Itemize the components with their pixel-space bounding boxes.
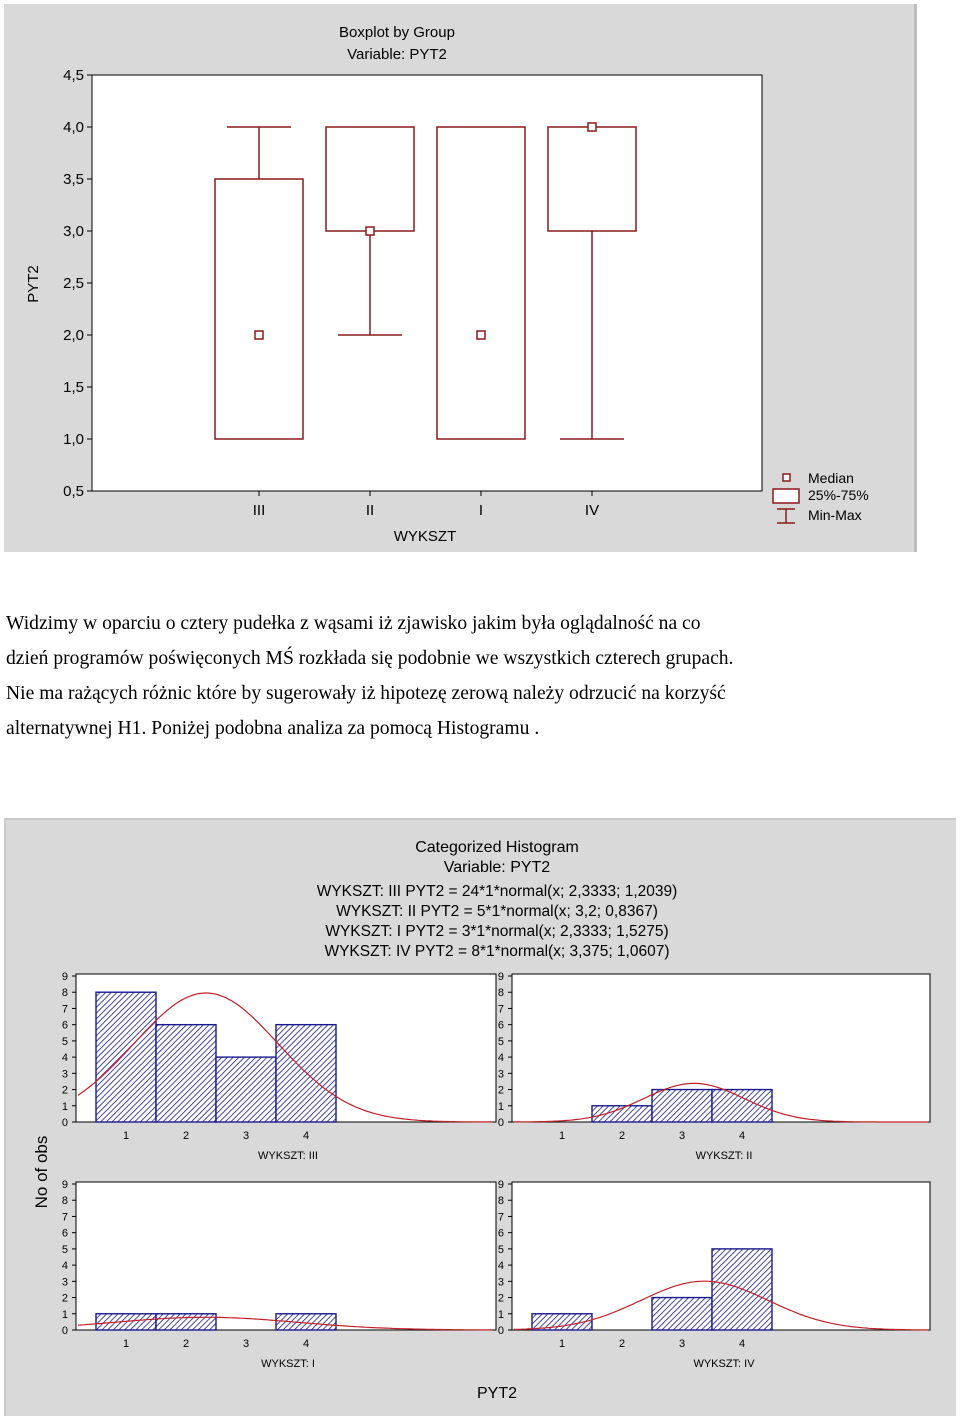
histogram-y-tick-label: 3 xyxy=(61,1276,68,1289)
histogram-x-tick-label: 1 xyxy=(122,1130,130,1142)
histogram-y-tick-label: 9 xyxy=(61,1179,68,1191)
boxplot-box xyxy=(437,127,525,439)
boxplot-x-axis-label: WYKSZT xyxy=(393,528,457,545)
histogram-bar xyxy=(156,1314,216,1330)
histogram-formula-iv: WYKSZT: IV PYT2 = 8*1*normal(x; 3,375; 1,0607) xyxy=(324,943,670,960)
boxplot-x-tick-label: I xyxy=(478,502,484,519)
boxplot-legend xyxy=(773,470,869,523)
histogram-y-tick-label: 1 xyxy=(61,1100,68,1113)
histogram-y-tick-label: 1 xyxy=(497,1308,504,1321)
boxplot-box xyxy=(548,127,636,231)
histogram-y-tick-label: 7 xyxy=(497,1003,504,1016)
histogram-y-tick-label: 8 xyxy=(497,1195,504,1208)
histogram-bar xyxy=(96,992,156,1122)
boxplot-title: Boxplot by Group xyxy=(339,24,455,41)
histogram-formula-i: WYKSZT: I PYT2 = 3*1*normal(x; 2,3333; 1,5275) xyxy=(325,923,669,940)
histogram-y-tick-label: 7 xyxy=(61,1003,68,1016)
histogram-y-tick-label: 3 xyxy=(497,1276,504,1289)
histogram-bar xyxy=(156,1025,216,1122)
histogram-y-tick-label: 4 xyxy=(61,1260,68,1273)
legend-median-marker xyxy=(783,474,790,481)
boxplot-median-marker xyxy=(255,331,263,339)
histogram-y-tick-label: 4 xyxy=(497,1052,504,1065)
histogram-panel-label: WYKSZT: II xyxy=(695,1150,753,1162)
legend-median-label: Median xyxy=(808,470,854,486)
boxplot-y-tick-label: 3,5 xyxy=(63,171,84,188)
histogram-y-tick-label: 2 xyxy=(497,1292,504,1305)
histogram-y-tick-label: 9 xyxy=(61,971,68,983)
paragraph-line-3: Nie ma rażących różnic które by sugerowały iż hipotezę zerową należy odrzucić na korzyść xyxy=(6,683,726,704)
histogram-panel xyxy=(62,971,496,1162)
histogram-x-tick-label: 1 xyxy=(558,1338,566,1350)
histogram-x-tick-label: 2 xyxy=(182,1130,190,1142)
histogram-y-tick-label: 7 xyxy=(497,1211,504,1224)
boxplot-y-ticks xyxy=(63,67,92,500)
histogram-y-tick-label: 5 xyxy=(497,1243,504,1256)
boxplot-x-tick-label: III xyxy=(252,502,266,519)
histogram-bar xyxy=(276,1025,336,1122)
boxplot-chart xyxy=(4,4,914,552)
histogram-panel-plot-area xyxy=(76,1182,496,1330)
histogram-chart xyxy=(6,820,956,1416)
histogram-x-tick-label: 4 xyxy=(302,1338,310,1350)
paragraph-line-2: dzień programów poświęconych MŚ rozkłada się podobnie we wszystkich czterech grupach. xyxy=(6,648,734,669)
histogram-bar xyxy=(652,1090,712,1122)
histogram-y-tick-label: 8 xyxy=(61,987,68,1000)
boxplot-y-tick-label: 2,0 xyxy=(63,327,84,344)
histogram-y-tick-label: 8 xyxy=(61,1195,68,1208)
histogram-panel xyxy=(498,1179,930,1370)
histogram-x-tick-label: 3 xyxy=(242,1338,250,1350)
legend-box-marker xyxy=(773,489,799,503)
histogram-y-tick-label: 7 xyxy=(61,1211,68,1224)
histogram-y-tick-label: 8 xyxy=(497,987,504,1000)
paragraph-line-4: alternatywnej H1. Poniżej podobna analiza za pomocą Histogramu . xyxy=(6,718,540,739)
histogram-y-tick-label: 6 xyxy=(497,1019,504,1032)
histogram-y-tick-label: 4 xyxy=(61,1052,68,1065)
histogram-y-tick-label: 0 xyxy=(61,1325,68,1337)
boxplot-y-tick-label: 1,0 xyxy=(63,431,84,448)
histogram-y-tick-label: 2 xyxy=(61,1292,68,1305)
histogram-panel xyxy=(498,971,930,1162)
boxplot-plot-area xyxy=(92,75,762,491)
histogram-y-tick-label: 6 xyxy=(61,1019,68,1032)
boxplot-y-tick-label: 4,0 xyxy=(63,119,84,136)
histogram-y-tick-label: 3 xyxy=(497,1068,504,1081)
histogram-x-axis-label: PYT2 xyxy=(476,1385,518,1402)
boxplot-y-tick-label: 4,5 xyxy=(63,67,84,84)
histogram-y-tick-label: 4 xyxy=(497,1260,504,1273)
histogram-x-tick-label: 3 xyxy=(678,1338,686,1350)
histogram-panel-label: WYKSZT: III xyxy=(258,1150,318,1162)
histogram-figure xyxy=(4,818,956,1416)
histogram-formula-ii: WYKSZT: II PYT2 = 5*1*normal(x; 3,2; 0,8367) xyxy=(336,903,658,920)
histogram-y-tick-label: 5 xyxy=(61,1243,68,1256)
body-paragraph xyxy=(6,606,954,746)
histogram-panels xyxy=(62,971,930,1370)
boxplot-x-tick-label: II xyxy=(365,502,375,519)
histogram-bar xyxy=(652,1298,712,1330)
histogram-y-tick-label: 0 xyxy=(497,1117,504,1129)
histogram-x-tick-label: 3 xyxy=(242,1130,250,1142)
boxplot-y-tick-label: 3,0 xyxy=(63,223,84,240)
histogram-panel xyxy=(62,1179,496,1370)
histogram-y-tick-label: 5 xyxy=(497,1035,504,1048)
boxplot-y-axis-label: PYT2 xyxy=(25,265,42,303)
histogram-x-tick-label: 1 xyxy=(558,1130,566,1142)
histogram-y-tick-label: 9 xyxy=(497,1179,504,1191)
histogram-formula-iii: WYKSZT: III PYT2 = 24*1*normal(x; 2,3333; 1,2039) xyxy=(316,883,678,900)
legend-whisker-label: Min-Max xyxy=(808,507,862,523)
boxplot-median-marker xyxy=(588,123,596,131)
histogram-y-tick-label: 6 xyxy=(497,1227,504,1240)
boxplot-box-group xyxy=(437,127,525,439)
boxplot-median-marker xyxy=(477,331,485,339)
histogram-x-tick-label: 2 xyxy=(618,1130,626,1142)
histogram-y-tick-label: 1 xyxy=(497,1100,504,1113)
boxplot-y-tick-label: 2,5 xyxy=(63,275,84,292)
histogram-panel-label: WYKSZT: I xyxy=(261,1358,315,1370)
boxplot-x-tick-label: IV xyxy=(584,502,600,519)
paragraph-line-1: Widzimy w oparciu o cztery pudełka z wąsami iż zjawisko jakim była oglądalność na co xyxy=(6,613,701,634)
boxplot-subtitle: Variable: PYT2 xyxy=(347,46,447,63)
histogram-subtitle: Variable: PYT2 xyxy=(443,859,551,876)
histogram-y-tick-label: 6 xyxy=(61,1227,68,1240)
histogram-x-tick-label: 3 xyxy=(678,1130,686,1142)
boxplot-box xyxy=(215,179,303,439)
histogram-y-tick-label: 0 xyxy=(61,1117,68,1129)
histogram-x-tick-label: 4 xyxy=(738,1130,746,1142)
histogram-y-tick-label: 9 xyxy=(497,971,504,983)
histogram-panel-label: WYKSZT: IV xyxy=(693,1358,755,1370)
legend-box-label: 25%-75% xyxy=(808,487,869,503)
histogram-x-tick-label: 1 xyxy=(122,1338,130,1350)
histogram-y-tick-label: 3 xyxy=(61,1068,68,1081)
histogram-y-axis-label: No of obs xyxy=(32,1135,51,1209)
histogram-y-tick-label: 2 xyxy=(61,1084,68,1097)
histogram-title: Categorized Histogram xyxy=(415,839,579,856)
boxplot-y-tick-label: 0,5 xyxy=(63,483,84,500)
histogram-bar xyxy=(276,1314,336,1330)
boxplot-median-marker xyxy=(366,227,374,235)
legend-whisker-marker xyxy=(777,509,795,523)
boxplot-figure xyxy=(4,4,917,552)
histogram-x-tick-label: 2 xyxy=(618,1338,626,1350)
histogram-y-tick-label: 1 xyxy=(61,1308,68,1321)
histogram-y-tick-label: 0 xyxy=(497,1325,504,1337)
boxplot-y-tick-label: 1,5 xyxy=(63,379,84,396)
histogram-bar xyxy=(216,1057,276,1122)
histogram-y-tick-label: 5 xyxy=(61,1035,68,1048)
histogram-x-tick-label: 2 xyxy=(182,1338,190,1350)
histogram-x-tick-label: 4 xyxy=(302,1130,310,1142)
histogram-bar xyxy=(712,1090,772,1122)
boxplot-box xyxy=(326,127,414,231)
histogram-x-tick-label: 4 xyxy=(738,1338,746,1350)
boxplot-x-ticks xyxy=(253,491,599,519)
histogram-y-tick-label: 2 xyxy=(497,1084,504,1097)
